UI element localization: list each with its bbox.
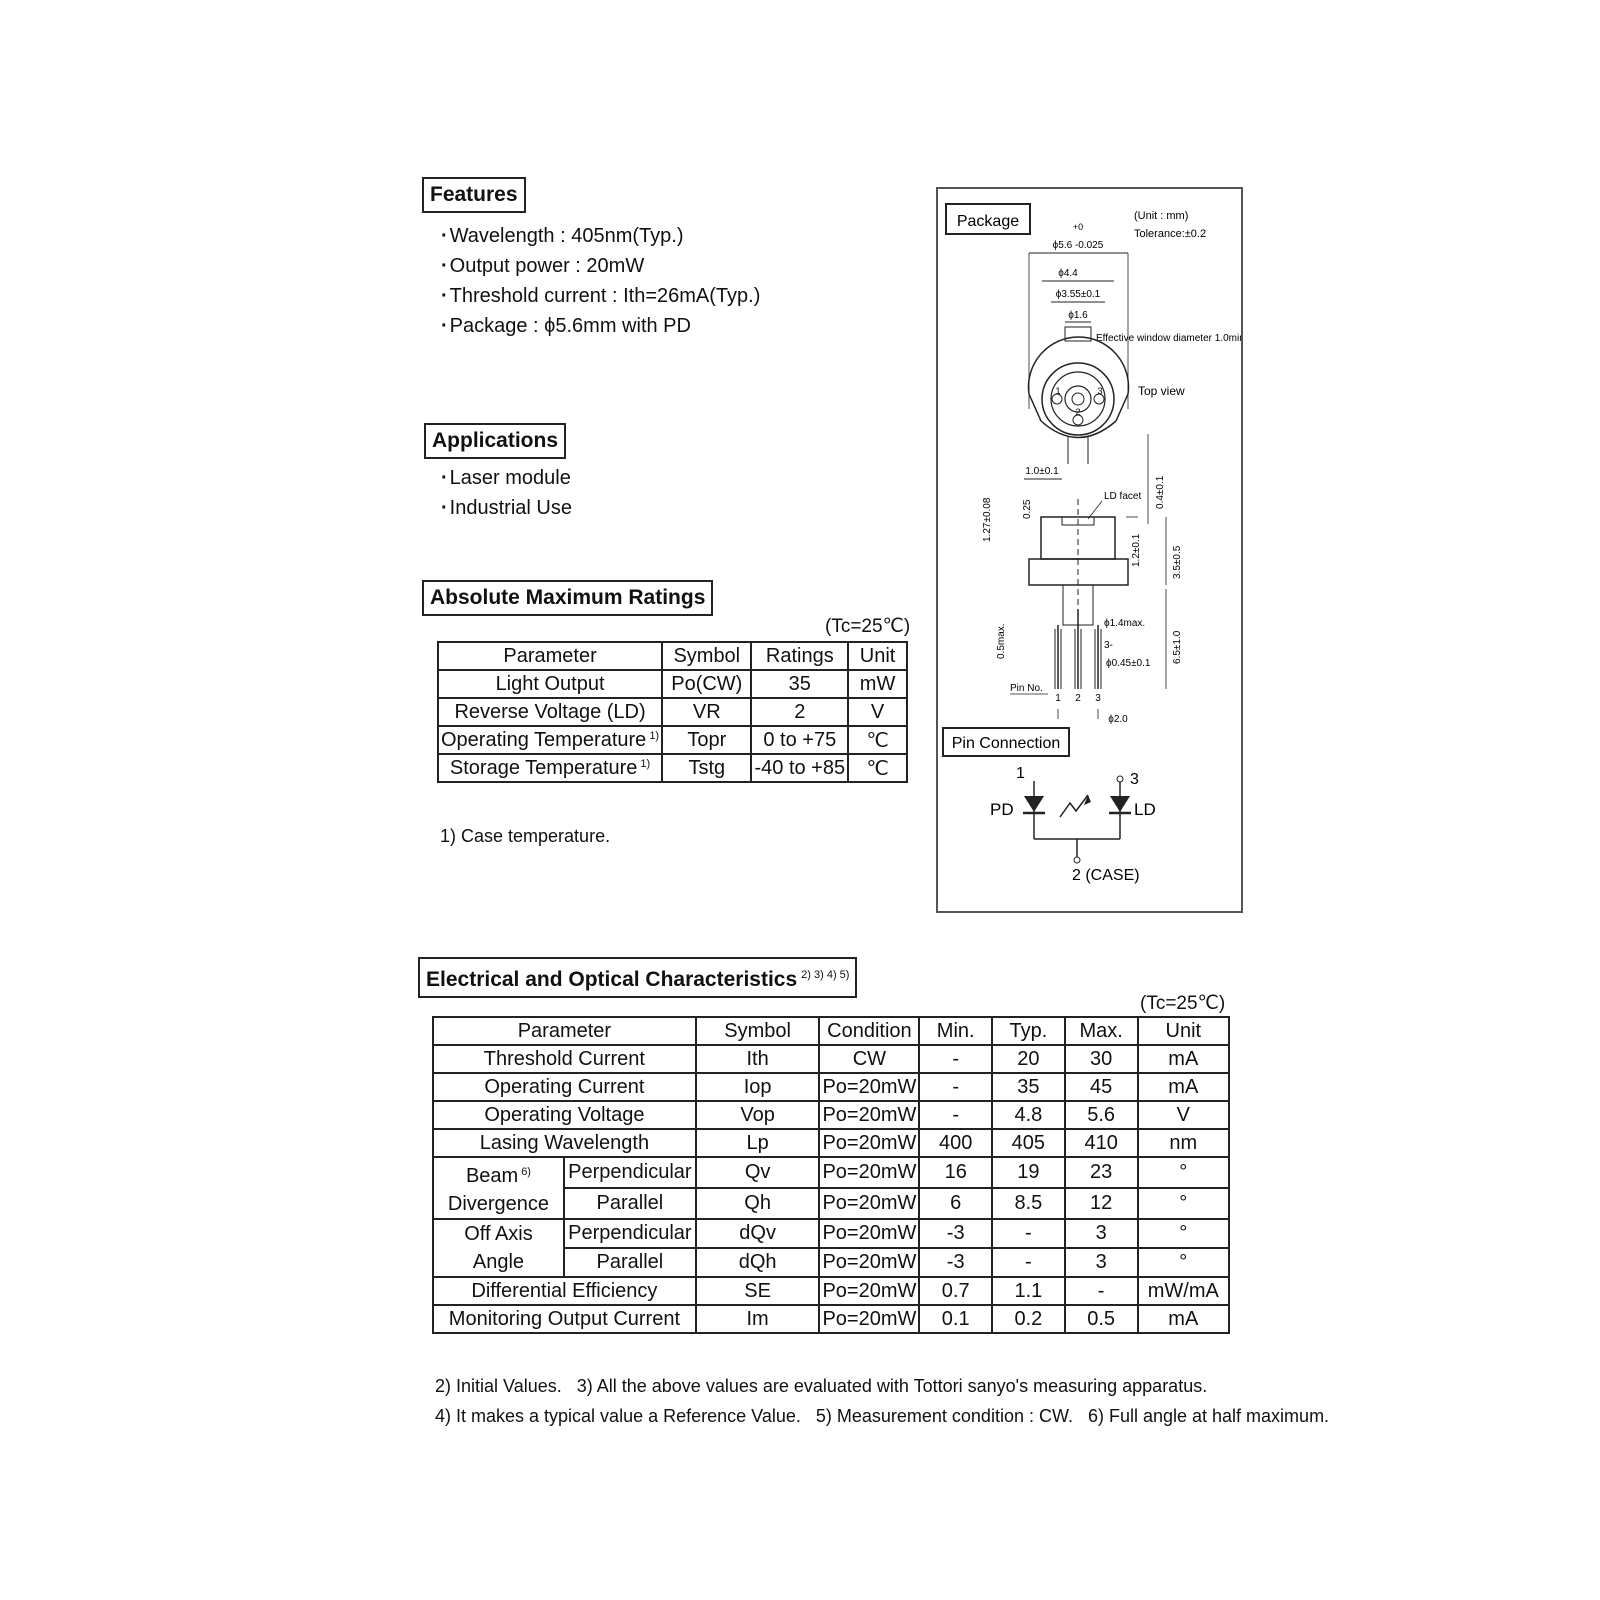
table-row: [433, 1129, 1229, 1157]
condition-cell: Po=20mW: [819, 1188, 919, 1219]
param-cell: Operating Voltage: [433, 1101, 696, 1129]
application-laser-module: · Laser module: [441, 463, 572, 493]
top-pin-2: 2: [1075, 407, 1081, 417]
rating-cell: 35: [751, 670, 848, 698]
pin-no-label: Pin No.: [1010, 683, 1043, 694]
top-pin-1: 1: [1055, 386, 1061, 396]
dim-44: ϕ4.4: [1058, 268, 1078, 279]
eo-footnote-1: 2) Initial Values. 3) All the above values are evaluated with Tottori sanyo's measuring apparatus.: [435, 1376, 1208, 1396]
param-cell: Operating Temperature $^{1)}$: [438, 726, 662, 754]
typ-cell: 35: [992, 1073, 1065, 1101]
condition-cell: Po=20mW: [819, 1073, 919, 1101]
table-row: [438, 670, 907, 698]
max-cell: 23: [1065, 1157, 1138, 1188]
pd-diode-symbol: [1024, 796, 1044, 812]
table-row: [433, 1305, 1229, 1333]
dim-045: ϕ0.45±0.1: [1106, 658, 1151, 669]
sub-param-cell: Parallel: [564, 1188, 696, 1219]
applications-list: [441, 463, 572, 523]
header-parameter: Parameter: [433, 1017, 696, 1045]
pd-label: PD: [990, 800, 1014, 819]
abs-max-header-row: [438, 642, 907, 670]
tolerance-note: Tolerance:±0.2: [1134, 228, 1207, 240]
rating-cell: -40 to +85: [751, 754, 848, 782]
typ-cell: 405: [992, 1129, 1065, 1157]
beam-divergence-label: Beam $^{6)}$ Divergence: [433, 1157, 564, 1219]
condition-cell: CW: [819, 1045, 919, 1073]
typ-cell: 19: [992, 1157, 1065, 1188]
min-cell: -: [919, 1073, 992, 1101]
min-cell: 0.1: [919, 1305, 992, 1333]
header-typ: Typ.: [992, 1017, 1065, 1045]
typ-cell: -: [992, 1219, 1065, 1248]
dim-16: ϕ1.6: [1068, 310, 1088, 321]
max-cell: 3: [1065, 1248, 1138, 1277]
eo-table: [432, 1016, 1230, 1334]
symbol-cell: Iop: [696, 1073, 820, 1101]
param-cell: Storage Temperature $^{1)}$: [438, 754, 662, 782]
abs-max-footnote: 1) Case temperature.: [440, 826, 611, 846]
table-row: [433, 1073, 1229, 1101]
param-cell: Lasing Wavelength: [433, 1129, 696, 1157]
param-cell: Reverse Voltage (LD): [438, 698, 662, 726]
symbol-cell: Topr: [662, 726, 751, 754]
typ-cell: 8.5: [992, 1188, 1065, 1219]
package-title: Package: [956, 213, 1020, 230]
typ-cell: 0.2: [992, 1305, 1065, 1333]
dim-3: 3-: [1104, 640, 1113, 651]
table-row: [433, 1219, 1229, 1248]
condition-cell: Po=20mW: [819, 1129, 919, 1157]
min-cell: -3: [919, 1219, 992, 1248]
max-cell: 30: [1065, 1045, 1138, 1073]
table-row: [438, 698, 907, 726]
unit-cell: V: [1138, 1101, 1229, 1129]
ld-label: LD: [1134, 800, 1156, 819]
sub-param-cell: Perpendicular: [564, 1219, 696, 1248]
dim-10: 1.0±0.1: [1025, 466, 1059, 477]
header-symbol: Symbol: [696, 1017, 820, 1045]
typ-cell: -: [992, 1248, 1065, 1277]
pin-3-label: 3: [1130, 771, 1139, 788]
dim-05max: 0.5max.: [996, 623, 1007, 659]
eo-title: Electrical and Optical Characteristics $^{2) 3) 4) 5)}$: [418, 957, 857, 998]
sub-param-cell: Perpendicular: [564, 1157, 696, 1188]
ld-facet-label: LD facet: [1104, 491, 1142, 502]
table-row: [433, 1277, 1229, 1305]
unit-cell: °: [1138, 1157, 1229, 1188]
param-cell: Light Output: [438, 670, 662, 698]
unit-cell: °: [1138, 1219, 1229, 1248]
abs-max-title: Absolute Maximum Ratings: [422, 580, 713, 616]
dim-355: ϕ3.55±0.1: [1055, 289, 1101, 300]
symbol-cell: Ith: [696, 1045, 820, 1073]
max-cell: -: [1065, 1277, 1138, 1305]
window-note: Effective window diameter 1.0min: [1096, 333, 1241, 344]
feature-wavelength: · Wavelength : 405nm(Typ.): [441, 221, 760, 251]
unit-cell: °: [1138, 1248, 1229, 1277]
applications-title: Applications: [424, 423, 566, 459]
dim-12: 1.2±0.1: [1131, 533, 1142, 567]
dim-20: ϕ2.0: [1108, 714, 1128, 725]
top-view-label: Top view: [1138, 384, 1185, 398]
symbol-cell: dQh: [696, 1248, 820, 1277]
application-industrial-use: · Industrial Use: [441, 493, 572, 523]
rating-cell: 0 to +75: [751, 726, 848, 754]
header-unit: Unit: [848, 642, 907, 670]
min-cell: 400: [919, 1129, 992, 1157]
side-pin-3: 3: [1095, 693, 1101, 704]
dim-outer: ϕ5.6 -0.025: [1052, 240, 1104, 251]
header-ratings: Ratings: [751, 642, 848, 670]
eo-condition: (Tc=25℃): [1140, 993, 1226, 1014]
eo-footnote-2: 4) It makes a typical value a Reference Value. 5) Measurement condition : CW. 6) Full angle at half maximum.: [435, 1406, 1330, 1426]
symbol-cell: VR: [662, 698, 751, 726]
table-row: [438, 726, 907, 754]
typ-cell: 1.1: [992, 1277, 1065, 1305]
unit-cell: ℃: [848, 726, 907, 754]
header-max: Max.: [1065, 1017, 1138, 1045]
footnote-ref: 1): [649, 729, 660, 742]
typ-cell: 4.8: [992, 1101, 1065, 1129]
light-arrow: [1060, 795, 1088, 817]
condition-cell: Po=20mW: [819, 1157, 919, 1188]
eo-title-footnotes: 2) 3) 4) 5): [801, 969, 850, 981]
unit-cell: °: [1138, 1188, 1229, 1219]
eo-header-row: [433, 1017, 1229, 1045]
footnote-ref: 1): [640, 757, 651, 770]
max-cell: 12: [1065, 1188, 1138, 1219]
max-cell: 410: [1065, 1129, 1138, 1157]
min-cell: -: [919, 1101, 992, 1129]
min-cell: 0.7: [919, 1277, 992, 1305]
table-row: [438, 754, 907, 782]
top-pin-3: 3: [1097, 386, 1103, 396]
max-cell: 0.5: [1065, 1305, 1138, 1333]
feature-package: · Package : ϕ5.6mm with PD: [441, 311, 760, 341]
dim-14max: ϕ1.4max.: [1104, 618, 1146, 629]
unit-cell: mA: [1138, 1305, 1229, 1333]
condition-cell: Po=20mW: [819, 1248, 919, 1277]
header-min: Min.: [919, 1017, 992, 1045]
table-row: [433, 1157, 1229, 1188]
unit-cell: mA: [1138, 1073, 1229, 1101]
abs-max-condition: (Tc=25℃): [825, 616, 911, 637]
dim-outer-plus: +0: [1072, 222, 1084, 232]
unit-note: (Unit : mm): [1134, 210, 1189, 222]
condition-cell: Po=20mW: [819, 1277, 919, 1305]
param-cell: Differential Efficiency: [433, 1277, 696, 1305]
max-cell: 5.6: [1065, 1101, 1138, 1129]
max-cell: 45: [1065, 1073, 1138, 1101]
dim-025: 0.25: [1022, 499, 1033, 519]
features-list: [441, 221, 760, 341]
symbol-cell: Tstg: [662, 754, 751, 782]
rating-cell: 2: [751, 698, 848, 726]
param-cell: Monitoring Output Current: [433, 1305, 696, 1333]
table-row: [433, 1101, 1229, 1129]
side-pin-2: 2: [1075, 693, 1081, 704]
package-panel: [936, 187, 1243, 913]
unit-cell: mW/mA: [1138, 1277, 1229, 1305]
condition-cell: Po=20mW: [819, 1305, 919, 1333]
header-condition: Condition: [819, 1017, 919, 1045]
symbol-cell: SE: [696, 1277, 820, 1305]
condition-cell: Po=20mW: [819, 1219, 919, 1248]
dim-35: 3.5±0.5: [1172, 545, 1183, 579]
feature-output-power: · Output power : 20mW: [441, 251, 760, 281]
header-unit: Unit: [1138, 1017, 1229, 1045]
symbol-cell: Lp: [696, 1129, 820, 1157]
param-cell: Threshold Current: [433, 1045, 696, 1073]
header-parameter: Parameter: [438, 642, 662, 670]
min-cell: -3: [919, 1248, 992, 1277]
symbol-cell: Qv: [696, 1157, 820, 1188]
param-cell: Operating Current: [433, 1073, 696, 1101]
unit-cell: ℃: [848, 754, 907, 782]
case-label: 2 (CASE): [1072, 867, 1140, 884]
unit-cell: mW: [848, 670, 907, 698]
ld-diode-symbol: [1110, 796, 1130, 812]
header-symbol: Symbol: [662, 642, 751, 670]
sub-param-cell: Parallel: [564, 1248, 696, 1277]
typ-cell: 20: [992, 1045, 1065, 1073]
pin-connection-title: Pin Connection: [951, 735, 1061, 752]
feature-threshold-current: · Threshold current : Ith=26mA(Typ.): [441, 281, 760, 311]
side-pin-1: 1: [1055, 693, 1061, 704]
condition-cell: Po=20mW: [819, 1101, 919, 1129]
symbol-cell: dQv: [696, 1219, 820, 1248]
table-row: [433, 1045, 1229, 1073]
max-cell: 3: [1065, 1219, 1138, 1248]
unit-cell: mA: [1138, 1045, 1229, 1073]
min-cell: 16: [919, 1157, 992, 1188]
pin-1-label: 1: [1016, 765, 1025, 782]
min-cell: 6: [919, 1188, 992, 1219]
off-axis-angle-label: Off Axis Angle: [433, 1219, 564, 1277]
abs-max-table: [437, 641, 908, 783]
package-drawing: [938, 189, 1241, 911]
unit-cell: nm: [1138, 1129, 1229, 1157]
dim-04: 0.4±0.1: [1155, 475, 1166, 509]
features-title: Features: [422, 177, 526, 213]
dim-65: 6.5±1.0: [1172, 630, 1183, 664]
dim-127: 1.27±0.08: [982, 497, 993, 542]
symbol-cell: Vop: [696, 1101, 820, 1129]
min-cell: -: [919, 1045, 992, 1073]
symbol-cell: Im: [696, 1305, 820, 1333]
symbol-cell: Qh: [696, 1188, 820, 1219]
symbol-cell: Po(CW): [662, 670, 751, 698]
unit-cell: V: [848, 698, 907, 726]
